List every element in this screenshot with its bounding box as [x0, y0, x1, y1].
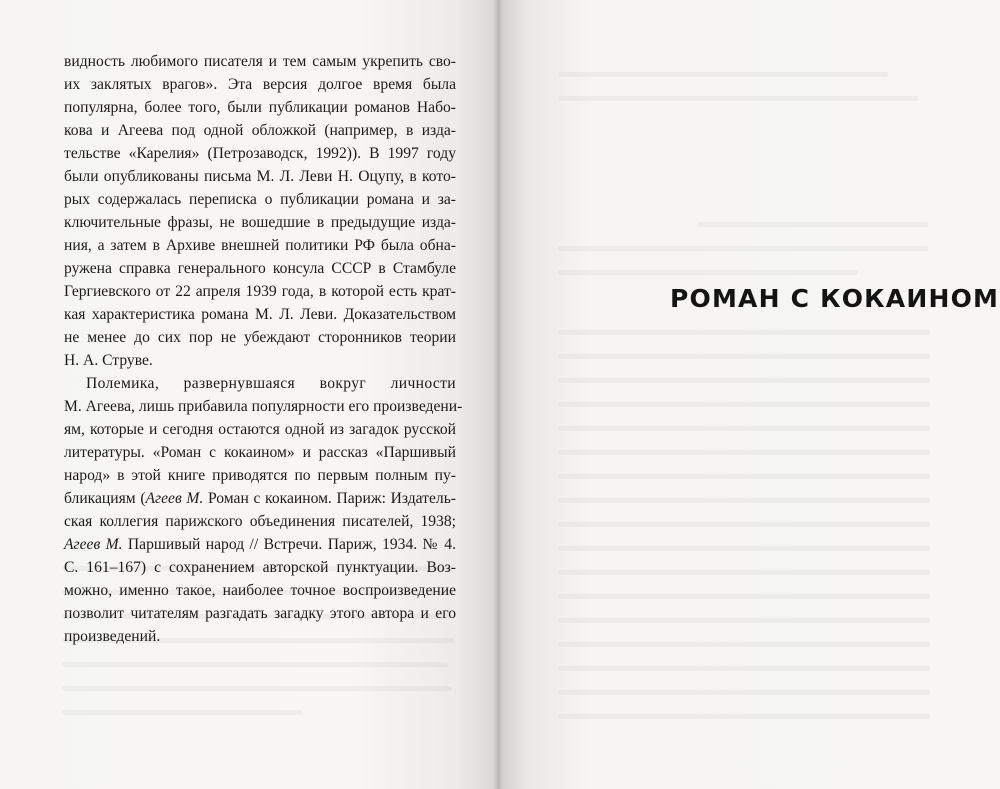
- right-page: [498, 0, 1000, 789]
- text-segment: бликациям (: [64, 490, 146, 507]
- text-line: ям, которые и сегодня остаются одной из загадок русской: [64, 421, 456, 438]
- text-line: можно, именно такое, наиболее точное воспроизведение: [64, 582, 456, 599]
- text-line: видность любимого писателя и тем самым укрепить сво-: [64, 53, 456, 70]
- text-line: народ» в этой книге приводятся по первым полным пу-: [64, 467, 456, 484]
- text-line: ружена справка генерального консула СССР в Стамбуле: [64, 260, 456, 277]
- text-line: Н. А. Струве.: [64, 352, 153, 369]
- author-name: Агеев М.: [145, 490, 204, 507]
- text-line: рых содержалась переписка о публикации романа и за-: [64, 191, 456, 208]
- text-line: произведений.: [64, 628, 161, 645]
- book-gutter: [493, 0, 503, 789]
- text-line: были опубликованы письма М. Л. Леви Н. Оцупу, в кото-: [64, 168, 456, 185]
- paragraph-1: [64, 50, 456, 372]
- body-text: [64, 50, 463, 648]
- text-line: Полемика, развернувшаяся вокруг личности: [86, 375, 456, 392]
- text-line: не менее до сих пор не убеждают сторонников теории: [64, 329, 456, 346]
- text-line: популярна, более того, были публикации романов Набо-: [64, 99, 456, 116]
- text-line: ская коллегия парижского объединения писателей, 1938;: [64, 513, 456, 530]
- text-line: С. 161–167) с сохранением авторской пунктуации. Воз-: [64, 559, 456, 576]
- text-segment: Паршивый народ // Встречи. Париж, 1934. № 4.: [122, 536, 456, 553]
- text-line: кова и Агеева под одной обложкой (например, в изда-: [64, 122, 456, 139]
- text-line: кая характеристика романа М. Л. Леви. Доказательством: [64, 306, 456, 323]
- text-line: Гергиевского от 22 апреля 1939 года, в которой есть крат-: [64, 283, 456, 300]
- text-line: литературы. «Роман с кокаином» и рассказ «Паршивый: [64, 444, 456, 461]
- text-segment: Роман с кокаином. Париж: Издатель-: [203, 490, 456, 507]
- text-line: ключительные фразы, не вошедшие в предыдущие изда-: [64, 214, 456, 231]
- chapter-title: РОМАН С КОКАИНОМ: [670, 284, 1000, 313]
- text-line: их заклятых врагов». Эта версия долгое время была: [64, 76, 456, 93]
- author-name: Агеев М.: [64, 536, 123, 553]
- text-line: тельстве «Карелия» (Петрозаводск, 1992)). В 1997 году: [64, 145, 456, 162]
- left-page: [0, 0, 498, 789]
- text-line: М. Агеева, лишь прибавила популярности его произведени-: [64, 398, 463, 415]
- text-line: позволит читателям разгадать загадку этого автора и его: [64, 605, 456, 622]
- text-line: [64, 533, 456, 556]
- text-line: [64, 487, 456, 510]
- text-line: ния, а затем в Архиве внешней политики РФ была обна-: [64, 237, 456, 254]
- paragraph-2: [64, 372, 463, 648]
